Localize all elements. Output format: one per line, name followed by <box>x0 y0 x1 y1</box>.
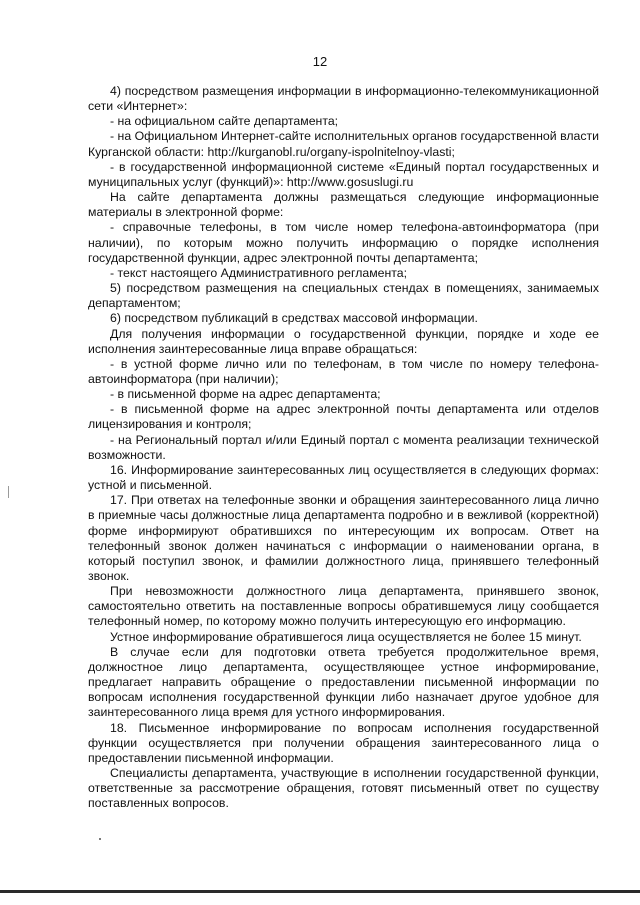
paragraph-written-email: - в письменной форме на адрес электронной почты департамента или отделов лицензирования и контроля; <box>88 402 599 432</box>
paragraph-written-address: - в письменной форме на адрес департамента; <box>110 387 381 402</box>
paragraph-regional-site: - на Официальном Интернет-сайте исполнительных органов государственной власти Курганской области: http://kurganobl.ru/organy-ispolnitelnoy-vlasti; <box>88 129 599 159</box>
paragraph-stands: 5) посредством размещения на специальных стендах в помещениях, занимаемых департаментом; <box>88 281 599 311</box>
paragraph-specialists: Специалисты департамента, участвующие в исполнении государственной функции, ответственные за рассмотрение обращения, готовят письменный ответ по существу поставленных вопросов. <box>88 766 599 811</box>
paragraph-portals: - на Региональный портал и/или Единый портал с момента реализации технической возможности. <box>88 432 599 462</box>
paragraph-unable-to-answer: При невозможности должностного лица департамента, принявшего звонок, самостоятельно ответить на поставленные вопросы обратившемуся лицу сообщается телефонный номер, по которому можно получить интересующую его информацию. <box>88 584 599 629</box>
scan-bottom-edge <box>0 890 640 893</box>
paragraph-item-17: 17. При ответах на телефонные звонки и обращения заинтересованного лица лично в приемные часы должностные лица департамента подробно и в вежливой (корректной) форме информируют обратившихся по интересующим их вопросам. Ответ на телефонный звонок должен начинаться с информации о наименовании органа, в который поступил звонок, и фамилии должностного лица, принявшего телефонный звонок. <box>88 493 599 583</box>
paragraph-media: 6) посредством публикаций в средствах массовой информации. <box>110 311 478 326</box>
paragraph-oral-duration: Устное информирование обратившегося лица осуществляется не более 15 минут. <box>110 629 582 644</box>
page-number: 12 <box>312 54 328 69</box>
document-body <box>88 84 599 812</box>
paragraph-item-18: 18. Письменное информирование по вопросам исполнения государственной функции осуществляется при получении обращения заинтересованного лица о предоставлении письменной информации. <box>88 720 599 765</box>
paragraph-official-site: - на официальном сайте департамента; <box>110 114 339 129</box>
paragraph-how-to-get-info: Для получения информации о государственной функции, порядке и ходе ее исполнения заинтересованные лица вправе обращаться: <box>88 326 599 356</box>
paragraph-long-answer: В случае если для подготовки ответа требуется продолжительное время, должностное лицо департамента, осуществляющее устное информирование, предлагает направить обращение о предоставлении письменной информации по вопросам исполнения государственной функции либо назначает другое удобное для заинтересованного лица время для устного информирования. <box>88 644 599 720</box>
paragraph-phones: - справочные телефоны, в том числе номер телефона-автоинформатора (при наличии), по которым можно получить информацию о порядке исполнения государственной функции, адрес электронной почты департамента; <box>88 220 599 265</box>
paragraph-site-materials: На сайте департамента должны размещаться следующие информационные материалы в электронной форме: <box>88 190 599 220</box>
paragraph-oral-form: - в устной форме лично или по телефонам, в том числе по номеру телефона-автоинформатора (при наличии); <box>88 356 599 386</box>
scan-artifact-dot <box>99 838 101 840</box>
scan-artifact-left-line <box>8 486 9 498</box>
paragraph-internet-publication: 4) посредством размещения информации в информационно-телекоммуникационной сети «Интернет»: <box>88 84 599 114</box>
paragraph-regulation-text: - текст настоящего Административного регламента; <box>110 265 408 280</box>
paragraph-item-16: 16. Информирование заинтересованных лиц осуществляется в следующих формах: устной и письменной. <box>88 462 599 493</box>
paragraph-gosuslugi-portal: - в государственной информационной системе «Единый портал государственных и муниципальных услуг (функций)»: http://www.gosuslugi.ru <box>88 159 599 189</box>
